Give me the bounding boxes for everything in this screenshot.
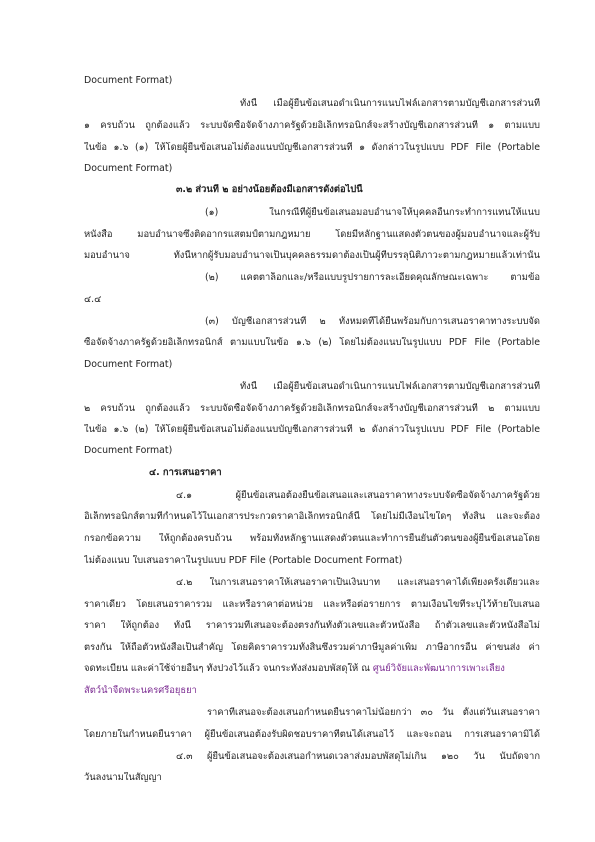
text-line: กรอกข้อความ ให้ถูกต้องครบถ้วน พร้อมทั้งหลักฐานแสดงตัวตนและทำการยืนยันตัวตนของผู้ยื่นข้อเสนอโดย xyxy=(84,533,540,544)
text-line: ทั้งนี้ เมื่อผู้ยื่นข้อเสนอดำเนินการแนบไฟล์เอกสารตามบัญชีเอกสารส่วนที่ xyxy=(240,98,540,109)
text-line: ในข้อ ๑.๖ (๑) ให้โดยผู้ยื่นข้อเสนอไม่ต้องแนบบัญชีเอกสารส่วนที่ ๑ ดังกล่าวในรูปแบบ PDF File (Portable xyxy=(84,142,540,153)
text-line: ๔.๑ ผู้ยื่นข้อเสนอต้องยื่นข้อเสนอและเสนอราคาทางระบบจัดซื้อจัดจ้างภาครัฐด้วย xyxy=(176,490,540,501)
text-line: (๒) แคตตาล็อกและ/หรือแบบรูปรายการละเอียดคุณลักษณะเฉพาะ ตามข้อ xyxy=(205,272,540,283)
section-heading: ๔. การเสนอราคา xyxy=(149,467,222,478)
text-line: ๔.๔ xyxy=(84,294,102,305)
text-line: ๔.๓ ผู้ยื่นข้อเสนอจะต้องเสนอกำหนดเวลาส่งมอบพัสดุไม่เกิน ๑๒๐ วัน นับถัดจาก xyxy=(176,751,540,762)
text-line: ซื้อจัดจ้างภาครัฐด้วยอิเล็กทรอนิกส์ ตามแบบในข้อ ๑.๖ (๒) โดยไม่ต้องแนบในรูปแบบ PDF File (Portable xyxy=(84,337,540,348)
text-line: ๒ ครบถ้วน ถูกต้องแล้ว ระบบจัดซื้อจัดจ้างภาครัฐด้วยอิเล็กทรอนิกส์จะสร้างบัญชีเอกสารส่วนที่ ๒ ตามแบบ xyxy=(84,403,540,414)
text-segment: จดทะเบียน และค่าใช้จ่ายอื่นๆ ทั้งปวงไว้แล้ว จนกระทั่งส่งมอบพัสดุให้ ณ xyxy=(84,663,373,674)
text-line: (๓) บัญชีเอกสารส่วนที่ ๒ ทั้งหมดที่ได้ยื่นพร้อมกับการเสนอราคาทางระบบจัด xyxy=(205,316,540,327)
text-line xyxy=(84,663,540,675)
text-line: ราคา ให้ถูกต้อง ทั้งนี้ ราคารวมที่เสนอจะต้องตรงกันทั้งตัวเลขและตัวหนังสือ ถ้าตัวเลขและตัวหนังสือไม่ xyxy=(84,620,540,631)
text-line: (๑) ในกรณีที่ผู้ยื่นข้อเสนอมอบอำนาจให้บุคคลอื่นกระทำการแทนให้แนบ xyxy=(205,207,540,218)
highlighted-place-name: ศูนย์วิจัยและพัฒนาการเพาะเลี้ยง xyxy=(372,663,505,674)
text-line: ๑ ครบถ้วน ถูกต้องแล้ว ระบบจัดซื้อจัดจ้างภาครัฐด้วยอิเล็กทรอนิกส์จะสร้างบัญชีเอกสารส่วนที่ ๑ ตามแบบ xyxy=(84,120,540,131)
text-line: Document Format) xyxy=(84,359,173,370)
text-line: ทั้งนี้ เมื่อผู้ยื่นข้อเสนอดำเนินการแนบไฟล์เอกสารตามบัญชีเอกสารส่วนที่ xyxy=(240,381,540,392)
text-line: ๔.๒ ในการเสนอราคาให้เสนอราคาเป็นเงินบาท และเสนอราคาได้เพียงครั้งเดียวและ xyxy=(176,577,540,588)
text-line: หนังสือ มอบอำนาจซึ่งติดอากรแสตมป์ตามกฎหมาย โดยมีหลักฐานแสดงตัวตนของผู้มอบอำนาจและผู้รับ xyxy=(84,229,540,240)
text-line: วันลงนามในสัญญา xyxy=(84,772,162,783)
text-line: ในข้อ ๑.๖ (๒) ให้โดยผู้ยื่นข้อเสนอไม่ต้องแนบบัญชีเอกสารส่วนที่ ๒ ดังกล่าวในรูปแบบ PDF File (Portable xyxy=(84,424,540,435)
section-heading: ๓.๒ ส่วนที่ ๒ อย่างน้อยต้องมีเอกสารดังต่อไปนี้ xyxy=(176,184,363,195)
text-line: อิเล็กทรอนิกส์ตามที่กำหนดไว้ในเอกสารประกวดราคาอิเล็กทรอนิกส์นี้ โดยไม่มีเงื่อนไขใดๆ ทั้งสิ้น และจะต้อง xyxy=(84,511,540,522)
text-line: Document Format) xyxy=(84,445,173,456)
text-line: ราคาที่เสนอจะต้องเสนอกำหนดยืนราคาไม่น้อยกว่า ๓๐ วัน ตั้งแต่วันเสนอราคา xyxy=(207,707,540,718)
text-line: ไม่ต้องแนบ ใบเสนอราคาในรูปแบบ PDF File (Portable Document Format) xyxy=(84,555,403,566)
text-line: โดยภายในกำหนดยืนราคา ผู้ยื่นข้อเสนอต้องรับผิดชอบราคาที่ตนได้เสนอไว้ และจะถอน การเสนอราคามิได้ xyxy=(84,729,540,740)
text-line: Document Format) xyxy=(84,75,173,86)
text-line: Document Format) xyxy=(84,163,173,174)
highlighted-place-name: สัตว์น้ำจืดพระนครศรีอยุธยา xyxy=(84,685,197,696)
text-line: มอบอำนาจ ทั้งนี้หากผู้รับมอบอำนาจเป็นบุคคลธรรมดาต้องเป็นผู้ที่บรรลุนิติภาวะตามกฎหมายแล้วเท่านั้น xyxy=(84,250,540,261)
text-line: ราคาเดียว โดยเสนอราคารวม และหรือราคาต่อหน่วย และหรือต่อรายการ ตามเงื่อนไขที่ระบุไว้ท้ายใบเสนอ xyxy=(84,599,540,610)
text-line: ตรงกัน ให้ถือตัวหนังสือเป็นสำคัญ โดยคิดราคารวมทั้งสิ้นซึ่งรวมค่าภาษีมูลค่าเพิ่ม ภาษีอากรอื่น ค่าขนส่ง ค่า xyxy=(84,642,540,653)
